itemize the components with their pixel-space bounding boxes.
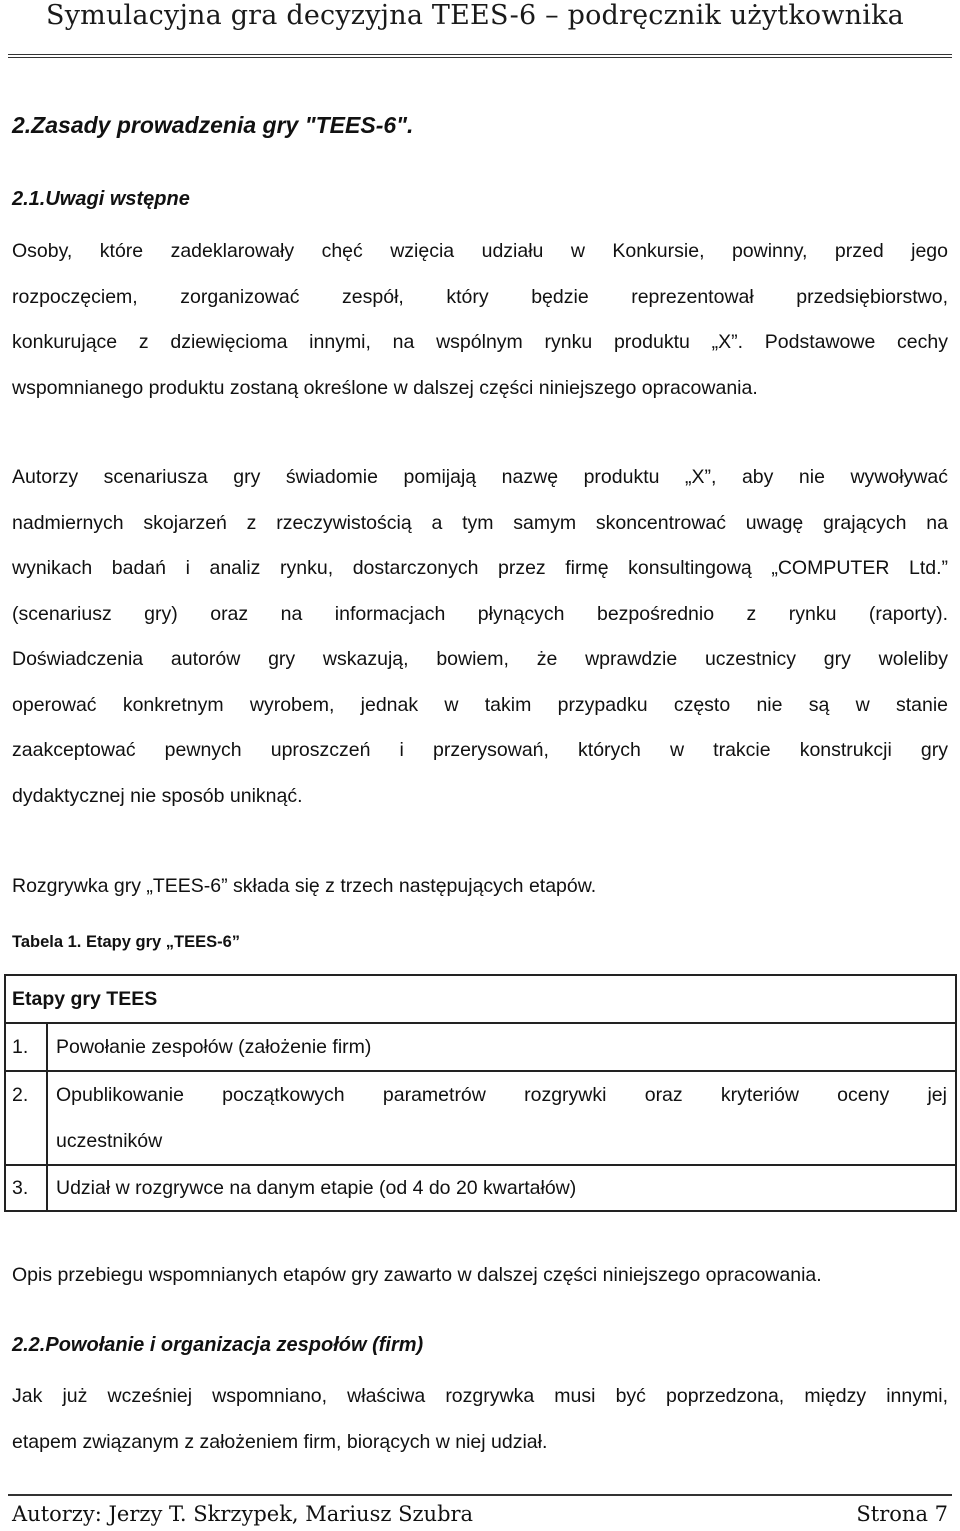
section-heading-2-1: 2.1.Uwagi wstępne — [12, 188, 190, 210]
stages-table — [4, 974, 957, 1212]
paragraph-line: wspomnianego produktu zostaną określone w dalszej części niniejszego opracowania. — [12, 376, 758, 399]
paragraph-line: etapem związanym z założeniem firm, biorących w niej udział. — [12, 1430, 548, 1453]
table-row-line: Opublikowanie początkowych parametrów rozgrywki oraz kryteriów oceny jej — [56, 1084, 947, 1106]
paragraph-teams — [12, 1374, 948, 1465]
table-row-line: Udział w rozgrywce na danym etapie (od 4 do 20 kwartałów) — [56, 1177, 577, 1199]
paragraph-line: dydaktycznej nie sposób uniknąć. — [12, 784, 303, 807]
header-divider — [8, 54, 952, 58]
section-heading-2: 2.Zasady prowadzenia gry "TEES-6". — [12, 112, 414, 138]
after-table-line: Opis przebiegu wspomnianych etapów gry zawarto w dalszej części niniejszego opracowania. — [12, 1264, 822, 1286]
table-row-text — [47, 1023, 956, 1071]
table-row-line: Powołanie zespołów (założenie firm) — [56, 1036, 372, 1058]
table-row-text — [47, 1071, 956, 1165]
paragraph-line: rozpoczęciem, zorganizować zespół, który będzie reprezentował przedsiębiorstwo, — [12, 285, 948, 308]
paragraph-line: Doświadczenia autorów gry wskazują, bowiem, że wprawdzie uczestnicy gry woleliby — [12, 648, 948, 670]
table-row — [5, 1071, 956, 1165]
table-row — [5, 1023, 956, 1071]
footer-page-number: Strona 7 — [856, 1502, 948, 1526]
footer-authors: Autorzy: Jerzy T. Skrzypek, Mariusz Szubra — [12, 1502, 474, 1526]
table-header-cell: Etapy gry TEES — [5, 975, 956, 1023]
table-header-row — [5, 975, 956, 1023]
table-row — [5, 1165, 956, 1211]
paragraph-line: konkurujące z dziewięcioma innymi, na wspólnym rynku produktu „X”. Podstawowe cechy — [12, 331, 948, 353]
paragraph-line: Autorzy scenariusza gry świadomie pomijają nazwę produktu „X”, aby nie wywoływać — [12, 466, 948, 488]
paragraph-intro — [12, 229, 948, 411]
paragraph-line: zaakceptować pewnych uproszczeń i przerysowań, których w trakcie konstrukcji gry — [12, 739, 948, 761]
paragraph-authors-note — [12, 455, 948, 819]
paragraph-line: wynikach badań i analiz rynku, dostarczonych przez firmę konsultingową „COMPUTER Ltd.” — [12, 557, 948, 579]
page-header-title: Symulacyjna gra decyzyjna TEES-6 – podręcznik użytkownika — [46, 0, 904, 31]
stages-intro-line: Rozgrywka gry „TEES-6” składa się z trzech następujących etapów. — [12, 875, 597, 897]
footer-divider — [8, 1494, 952, 1496]
table-row-number: 1. — [5, 1023, 47, 1071]
table-row-line: uczestników — [56, 1130, 163, 1152]
table-row-number: 3. — [5, 1165, 47, 1211]
paragraph-line: Jak już wcześniej wspomniano, właściwa rozgrywka musi być poprzedzona, między innymi, — [12, 1385, 948, 1407]
table-row-number: 2. — [5, 1071, 47, 1165]
section-heading-2-2: 2.2.Powołanie i organizacja zespołów (firm) — [12, 1334, 424, 1356]
paragraph-line: nadmiernych skojarzeń z rzeczywistością a tym samym skoncentrować uwagę grających na — [12, 511, 948, 534]
paragraph-line: (scenariusz gry) oraz na informacjach płynących bezpośrednio z rynku (raporty). — [12, 602, 948, 625]
paragraph-line: Osoby, które zadeklarowały chęć wzięcia udziału w Konkursie, powinny, przed jego — [12, 240, 948, 262]
table-row-text — [47, 1165, 956, 1211]
table-caption: Tabela 1. Etapy gry „TEES-6” — [12, 933, 241, 951]
paragraph-line: operować konkretnym wyrobem, jednak w takim przypadku często nie są w stanie — [12, 693, 948, 716]
